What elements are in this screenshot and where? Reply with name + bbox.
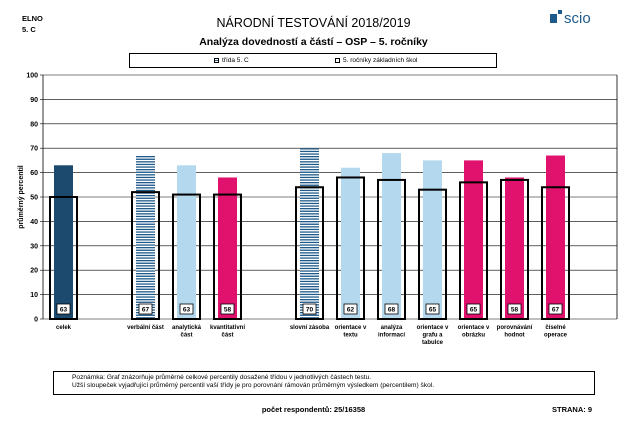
- class-name: 5. C: [22, 25, 36, 34]
- y-tick-label: 0: [34, 316, 38, 324]
- bar-class: [136, 156, 155, 319]
- x-category-label: část: [180, 332, 193, 339]
- bar-class: [218, 177, 237, 319]
- school-code: ELNO: [22, 14, 43, 23]
- bar-class: [341, 168, 360, 319]
- value-label: 67: [141, 306, 150, 314]
- note-line-1: Poznámka: Graf znázorňuje průměrné celkové percentily dosažené třídou v jednotlivých částech testu.: [72, 374, 372, 381]
- page-title: NÁRODNÍ TESTOVÁNÍ 2018/2019: [216, 16, 411, 30]
- value-label: 70: [305, 306, 314, 314]
- bar-class: [54, 165, 73, 319]
- x-category-label: obrázku: [461, 332, 486, 339]
- value-label: 62: [346, 306, 355, 314]
- x-category-label: kvantitativní: [209, 325, 246, 331]
- x-category-label: orientace v: [416, 325, 449, 331]
- bar-class: [464, 160, 483, 319]
- x-category-label: grafu a: [422, 332, 443, 339]
- x-category-label: slovní zásoba: [289, 325, 330, 331]
- x-category-label: porovnávání: [496, 325, 533, 331]
- bar-class: [546, 156, 565, 319]
- bar-class: [382, 153, 401, 319]
- legend-label-class: třída 5. C: [222, 57, 249, 64]
- value-label: 65: [469, 306, 478, 314]
- y-tick-label: 50: [30, 194, 38, 202]
- x-category-label: číselné: [545, 325, 566, 331]
- x-category-label: operace: [543, 332, 568, 339]
- value-label: 63: [59, 306, 68, 314]
- value-label: 68: [387, 306, 396, 314]
- page-subtitle: Analýza dovedností a částí – OSP – 5. ročníky: [199, 36, 428, 48]
- y-tick-label: 60: [30, 170, 38, 178]
- value-label: 67: [551, 306, 560, 314]
- value-label: 63: [182, 306, 191, 314]
- y-axis-label: průměrný percentil: [18, 165, 25, 229]
- bar-class: [505, 177, 524, 319]
- x-category-label: orientace v: [334, 325, 367, 331]
- y-tick-label: 80: [30, 121, 38, 129]
- y-tick-label: 10: [30, 292, 38, 300]
- bar-class: [177, 165, 196, 319]
- x-category-label: analytická: [171, 325, 202, 331]
- page-number: STRANA: 9: [552, 405, 593, 414]
- x-category-label: verbální část: [127, 325, 164, 331]
- y-tick-label: 40: [30, 218, 38, 226]
- value-label: 65: [428, 306, 437, 314]
- y-tick-label: 70: [30, 145, 38, 153]
- bar-class: [423, 160, 442, 319]
- x-category-label: tabulce: [421, 340, 444, 346]
- y-tick-label: 30: [30, 243, 38, 251]
- x-category-label: orientace v: [457, 325, 490, 331]
- svg-text:scio: scio: [564, 10, 591, 27]
- bar-class: [300, 148, 319, 319]
- respondents-count: počet respondentů: 25/16358: [261, 405, 366, 414]
- x-category-label: textu: [343, 332, 358, 339]
- y-tick-label: 100: [26, 72, 38, 80]
- x-category-label: celek: [55, 325, 72, 331]
- x-category-label: analýza: [380, 325, 403, 331]
- y-tick-label: 90: [30, 96, 38, 104]
- value-label: 58: [223, 306, 232, 314]
- x-category-label: část: [221, 332, 234, 339]
- legend-label-national: 5. ročníky základních škol: [343, 57, 418, 64]
- value-label: 58: [510, 306, 519, 314]
- chart-note: [53, 371, 595, 395]
- x-category-label: hodnot: [504, 332, 525, 339]
- y-tick-label: 20: [30, 267, 38, 275]
- x-category-label: informací: [377, 332, 406, 339]
- note-line-2: Užší sloupeček vyjadřující průměrný percentil vaší třídy je pro porovnání rámován průměrným výsledkem (percentilem) škol.: [72, 381, 435, 389]
